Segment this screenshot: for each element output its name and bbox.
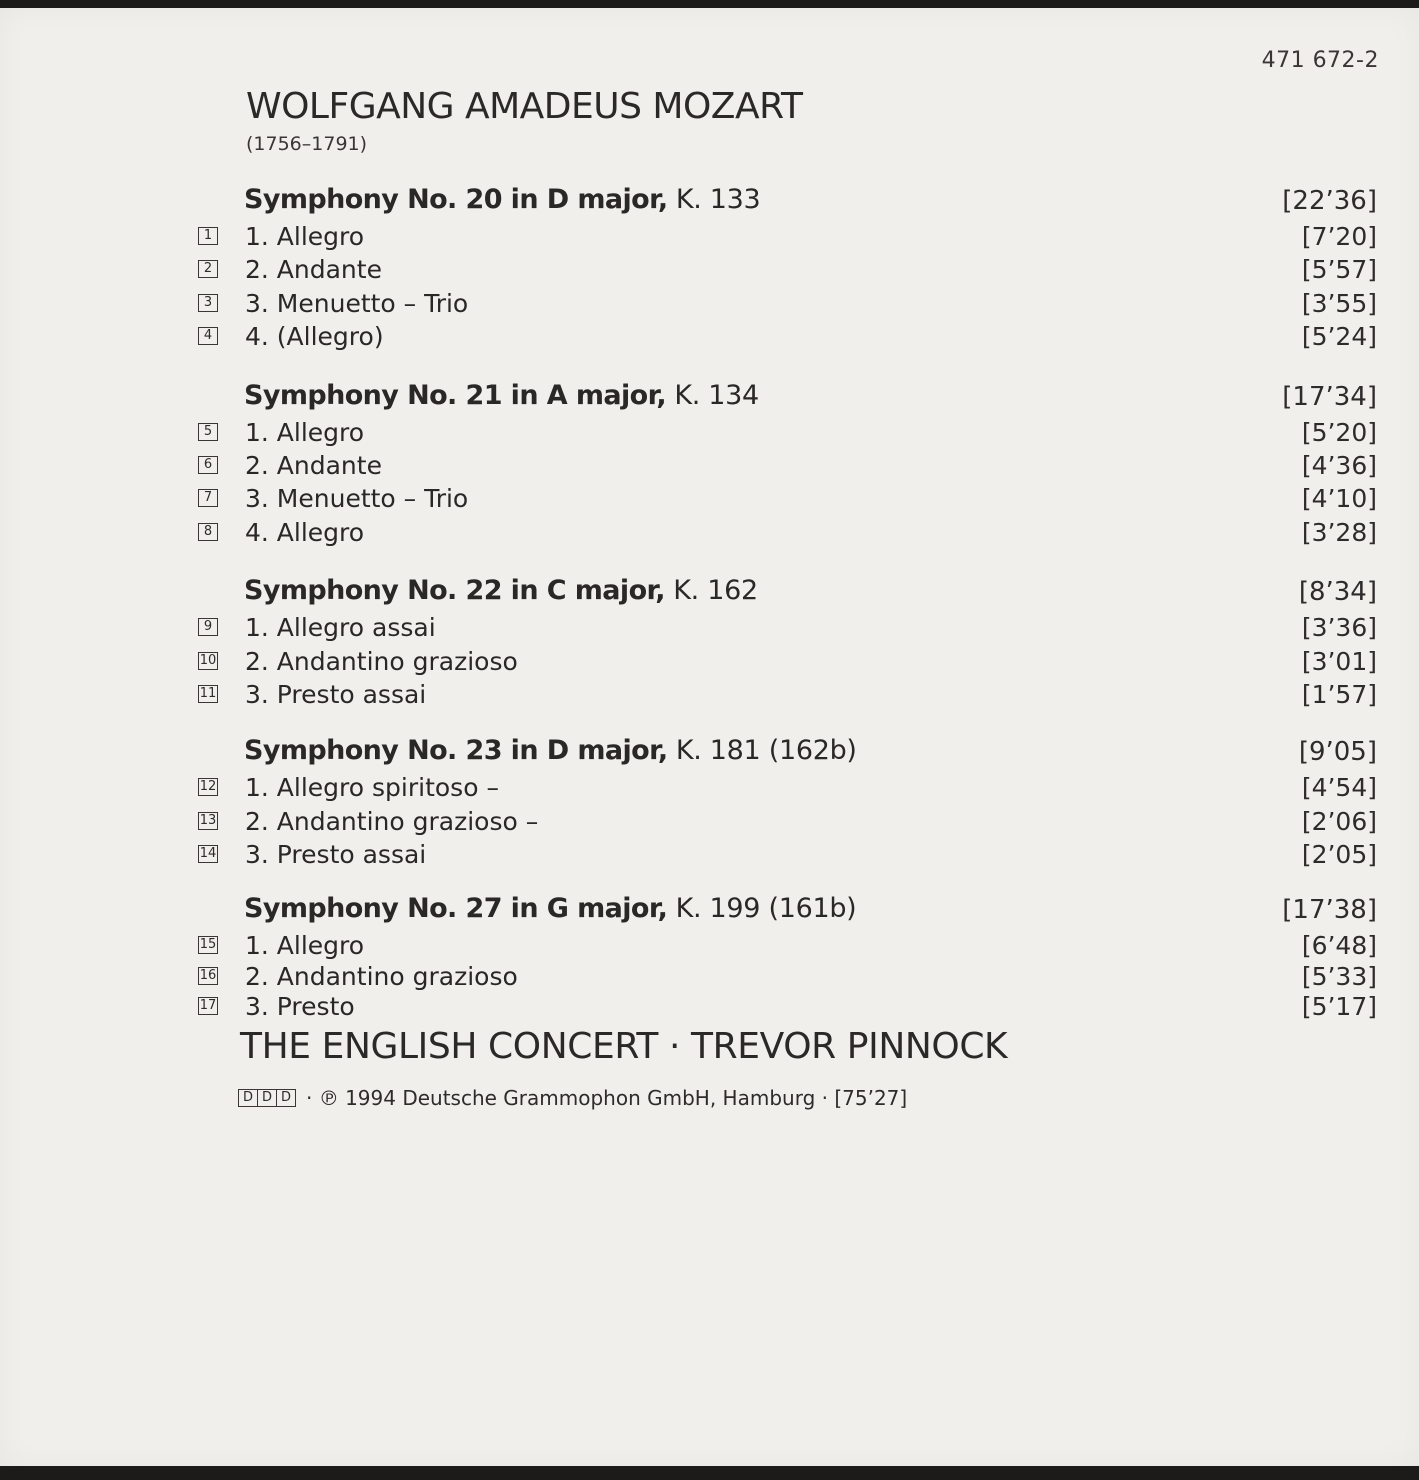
- symphony-name: Symphony No. 21 in A major,: [244, 379, 667, 411]
- symphony-duration: [22’36]: [1282, 186, 1377, 216]
- movement-title: 3. Presto assai: [245, 840, 427, 870]
- movement-duration: [2’05]: [1301, 840, 1377, 870]
- movement-title: 3. Menuetto – Trio: [245, 288, 469, 318]
- symphony-block: [0, 575, 1419, 713]
- ddd-letter: D: [258, 1090, 277, 1106]
- ddd-letter: D: [239, 1090, 258, 1106]
- track-row: [0, 518, 1419, 551]
- movement-duration: [4’36]: [1301, 450, 1377, 480]
- movement-duration: [3’28]: [1301, 517, 1377, 547]
- track-row: [0, 931, 1419, 962]
- track-number: 9: [198, 618, 218, 636]
- movement-duration: [5’57]: [1301, 255, 1377, 285]
- movement-title: 3. Menuetto – Trio: [245, 484, 469, 514]
- movement-duration: [4’54]: [1301, 773, 1377, 803]
- track-number: 15: [199, 937, 217, 953]
- track-number: 13: [199, 812, 217, 828]
- ddd-logo: [238, 1089, 296, 1107]
- movement-duration: [3’01]: [1301, 646, 1377, 676]
- catalog-number: 471 672-2: [1261, 48, 1379, 73]
- symphony-block: [0, 184, 1419, 356]
- track-number: 8: [198, 523, 218, 541]
- symphony-name: Symphony No. 22 in C major,: [244, 575, 665, 607]
- movement-duration: [5’24]: [1301, 322, 1377, 352]
- symphony-block: [0, 893, 1419, 1023]
- symphony-header: [0, 735, 1419, 773]
- movement-title: 1. Allegro assai: [245, 613, 436, 643]
- movement-duration: [3’36]: [1301, 613, 1377, 643]
- composer-name: WOLFGANG AMADEUS MOZART: [246, 86, 803, 127]
- movement-duration: [5’33]: [1301, 961, 1377, 991]
- koechel-number: K. 134: [674, 379, 759, 411]
- symphony-block: [0, 380, 1419, 552]
- track-row: [0, 807, 1419, 840]
- koechel-number: K. 181 (162b): [675, 735, 857, 767]
- movement-duration: [6’48]: [1301, 931, 1377, 961]
- track-number: 5: [198, 423, 218, 441]
- track-row: [0, 613, 1419, 646]
- track-number: 10: [199, 652, 217, 668]
- movement-duration: [1’57]: [1301, 679, 1377, 709]
- koechel-number: K. 133: [675, 184, 761, 215]
- track-number: 6: [198, 456, 218, 474]
- track-row: [0, 840, 1419, 873]
- symphony-name: Symphony No. 23 in D major,: [244, 735, 668, 767]
- booklet-page: [0, 8, 1419, 1466]
- movement-title: 4. (Allegro): [245, 322, 384, 352]
- symphony-title: [244, 735, 857, 766]
- symphony-header: [0, 893, 1419, 931]
- track-row: [0, 962, 1419, 993]
- track-row: [0, 992, 1419, 1023]
- ddd-letter: D: [280, 1090, 291, 1105]
- symphony-name: Symphony No. 20 in D major,: [244, 184, 668, 215]
- symphony-title: [244, 575, 758, 606]
- movement-title: 2. Andantino grazioso: [245, 646, 518, 676]
- movement-title: 3. Presto assai: [245, 679, 427, 709]
- movement-title: 4. Allegro: [245, 517, 365, 547]
- tracklist: [0, 184, 1419, 1023]
- movement-title: 3. Presto: [245, 992, 355, 1022]
- symphony-duration: [17’38]: [1282, 895, 1377, 926]
- track-number: 1: [198, 227, 218, 245]
- symphony-header: [0, 184, 1419, 222]
- track-number: 7: [198, 489, 218, 507]
- koechel-number: K. 162: [673, 575, 758, 607]
- movement-duration: [7’20]: [1301, 222, 1377, 251]
- credits-line: [238, 1086, 907, 1110]
- track-row: [0, 773, 1419, 806]
- movement-title: 1. Allegro spiritoso –: [245, 773, 499, 803]
- composer-dates: (1756–1791): [246, 133, 368, 155]
- movement-duration: [3’55]: [1301, 288, 1377, 318]
- track-number: 4: [198, 327, 218, 345]
- movement-title: 1. Allegro: [245, 931, 365, 961]
- track-row: [0, 222, 1419, 255]
- track-row: [0, 484, 1419, 517]
- movement-duration: [5’20]: [1301, 417, 1377, 447]
- copyright-text: · ℗ 1994 Deutsche Grammophon GmbH, Hamburg · [75’27]: [306, 1086, 908, 1110]
- symphony-duration: [17’34]: [1282, 381, 1377, 412]
- track-number: 14: [199, 846, 217, 862]
- movement-title: 1. Allegro: [245, 417, 365, 447]
- track-row: [0, 418, 1419, 451]
- movement-title: 2. Andante: [245, 450, 382, 480]
- symphony-header: [0, 575, 1419, 613]
- track-number: 17: [199, 998, 217, 1014]
- performers: THE ENGLISH CONCERT · TREVOR PINNOCK: [240, 1026, 1008, 1067]
- symphony-title: [244, 184, 760, 215]
- symphony-block: [0, 735, 1419, 873]
- track-row: [0, 680, 1419, 713]
- track-row: [0, 289, 1419, 322]
- track-number: 3: [198, 294, 218, 312]
- movement-title: 2. Andante: [245, 255, 382, 285]
- movement-duration: [2’06]: [1301, 806, 1377, 836]
- track-number: 12: [199, 779, 217, 795]
- symphony-duration: [9’05]: [1298, 737, 1377, 768]
- movement-title: 2. Andantino grazioso –: [245, 806, 539, 836]
- track-row: [0, 255, 1419, 288]
- movement-title: 1. Allegro: [245, 222, 365, 251]
- symphony-title: [244, 380, 759, 411]
- track-row: [0, 647, 1419, 680]
- koechel-number: K. 199 (161b): [675, 893, 857, 925]
- movement-duration: [5’17]: [1301, 992, 1377, 1022]
- symphony-title: [244, 893, 856, 924]
- movement-title: 2. Andantino grazioso: [245, 961, 518, 991]
- movement-duration: [4’10]: [1301, 484, 1377, 514]
- track-number: 2: [198, 260, 218, 278]
- symphony-name: Symphony No. 27 in G major,: [244, 893, 668, 925]
- symphony-duration: [8’34]: [1298, 577, 1377, 608]
- track-number: 16: [199, 967, 217, 983]
- symphony-header: [0, 380, 1419, 418]
- track-row: [0, 451, 1419, 484]
- track-number: 11: [199, 685, 217, 701]
- track-row: [0, 322, 1419, 355]
